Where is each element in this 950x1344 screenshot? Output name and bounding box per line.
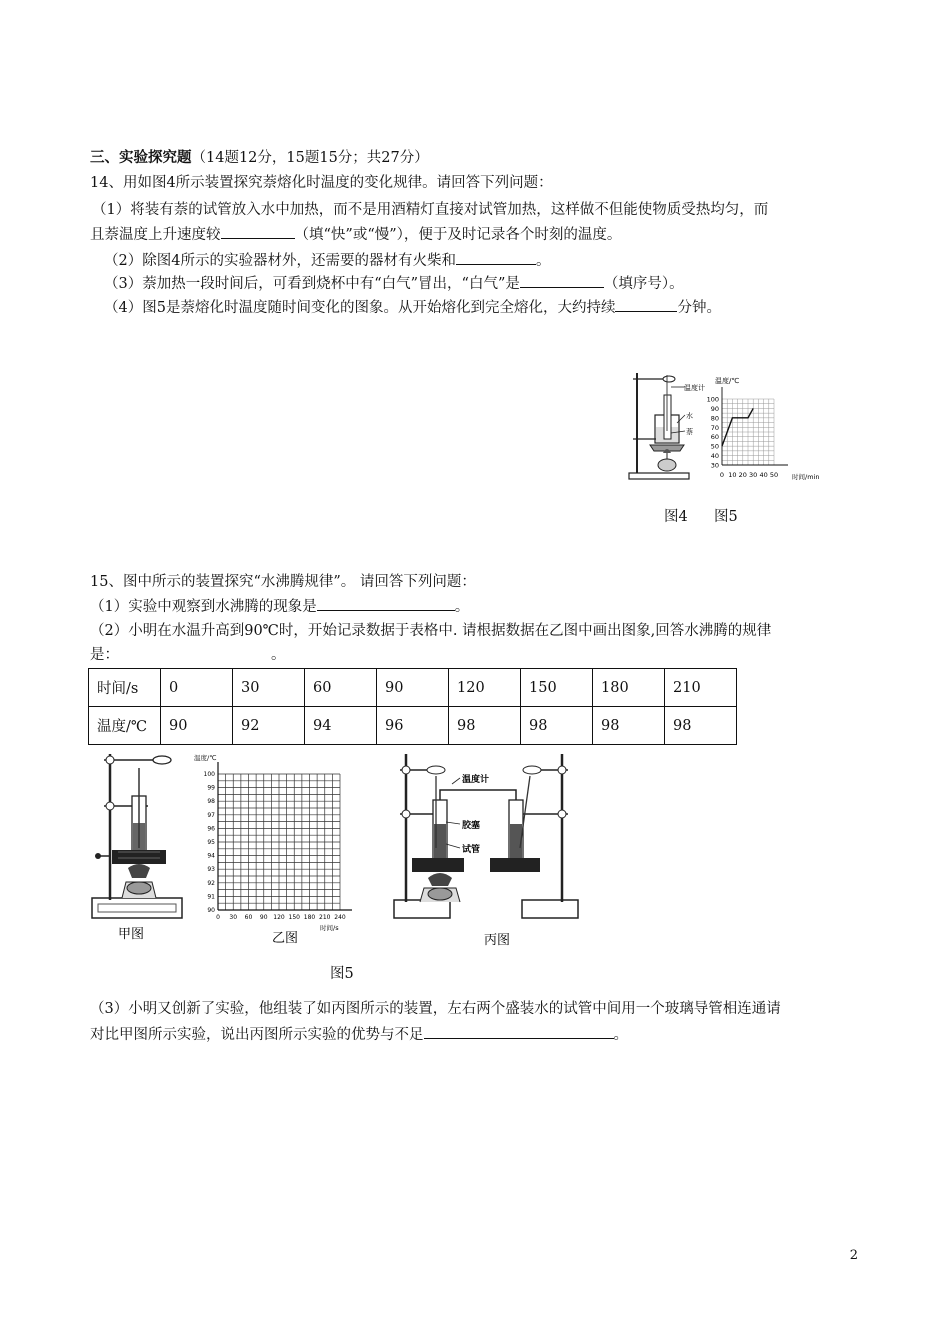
chart14-xlabel: 时间/min	[792, 473, 820, 481]
label-jia: 甲图	[118, 927, 145, 942]
chart14-y-tick: 80	[710, 414, 719, 423]
yi-y-tick: 95	[207, 839, 215, 846]
figure-4-apparatus	[625, 365, 710, 485]
q14-stem: 14、用如图4所示装置探究萘熔化时温度的变化规律。请回答下列问题：	[90, 175, 553, 191]
table-cell: 0	[161, 669, 233, 707]
label-naphthalene: 萘	[686, 428, 693, 436]
table-cell: 98	[449, 707, 521, 745]
chart14-y-tick: 30	[710, 461, 719, 470]
chart14-ylabel: 温度/℃	[715, 377, 740, 385]
section-score-note: （14题12分，15题15分；共27分）	[191, 150, 429, 166]
q15-part1: （1）实验中观察到水沸腾的现象是 。	[90, 596, 469, 617]
label-tube: 试管	[462, 845, 481, 855]
table-cell: 60	[305, 669, 377, 707]
yi-x-tick: 60	[244, 914, 253, 921]
q14-blank-4[interactable]	[615, 297, 677, 312]
table-cell: 120	[449, 669, 521, 707]
chart14-x-tick: 50	[769, 471, 779, 479]
fig5-caption: 图5	[714, 509, 738, 525]
yi-ylabel: 温度/℃	[194, 754, 217, 762]
fig4-caption: 图4	[664, 509, 688, 525]
chart14-x-tick: 40	[759, 471, 768, 479]
figure-bing-apparatus	[390, 748, 590, 948]
figure-yi-grid-chart	[190, 750, 360, 948]
table-cell: 94	[305, 707, 377, 745]
section-heading	[90, 148, 429, 168]
yi-x-tick: 0	[216, 914, 220, 921]
q14-part2: （2）除图4所示的实验器材外，还需要的器材有火柴和 。	[104, 250, 550, 271]
yi-xlabel: 时间/s	[320, 924, 339, 932]
table-cell: 90	[161, 707, 233, 745]
label-water: 水	[686, 412, 693, 420]
table-cell: 90	[377, 669, 449, 707]
q15-part3-line1: （3）小明又创新了实验，他组装了如丙图所示的装置，左右两个盛装水的试管中间用一个玻璃导管相连通请	[90, 1001, 781, 1017]
table-row-temp	[89, 707, 737, 745]
label-thermometer-bing: 温度计	[462, 775, 490, 785]
chart14-y-tick: 70	[710, 423, 719, 432]
q14-part1-line1: （1）将装有萘的试管放入水中加热，而不是用酒精灯直接对试管加热，这样做不但能使物质受热均匀，而	[92, 202, 769, 218]
yi-y-tick: 94	[207, 852, 215, 860]
table-header-time: 时间/s	[89, 669, 161, 707]
yi-y-tick: 91	[207, 893, 215, 901]
table-cell: 180	[593, 669, 665, 707]
yi-y-tick: 100	[203, 771, 215, 778]
yi-y-tick: 99	[207, 784, 215, 792]
q15-data-table	[88, 668, 737, 745]
page-number: 2	[849, 1248, 858, 1263]
table-header-temp: 温度/℃	[89, 707, 161, 745]
table-cell: 210	[665, 669, 737, 707]
yi-y-tick: 97	[207, 811, 215, 819]
figure-5-melting-chart	[700, 375, 835, 487]
table-row-time	[89, 669, 737, 707]
q15-part2-line1: （2）小明在水温升高到90℃时，开始记录数据于表格中. 请根据数据在乙图中画出图象,回答水沸腾的规律	[90, 623, 772, 639]
chart14-x-tick: 20	[738, 471, 747, 479]
q15-part2-line2: 是： 。	[90, 647, 286, 663]
q15-part3-line2: 对比甲图所示实验，说出丙图所示实验的优势与不足 。	[90, 1024, 628, 1045]
yi-y-tick: 98	[207, 798, 215, 806]
yi-x-tick: 30	[229, 914, 238, 921]
q14-blank-2[interactable]	[456, 250, 536, 265]
section-title: 三、实验探究题	[90, 149, 192, 166]
chart14-y-tick: 60	[710, 433, 719, 442]
yi-x-tick: 240	[334, 914, 346, 921]
label-bing: 丙图	[484, 933, 511, 948]
chart14-y-tick: 40	[710, 452, 719, 461]
chart14-x-tick: 0	[719, 471, 725, 479]
chart14-x-tick: 10	[728, 471, 737, 479]
yi-y-tick: 90	[207, 907, 215, 914]
table-cell: 98	[521, 707, 593, 745]
q15-fig-caption: 图5	[330, 966, 354, 982]
q14-blank-1[interactable]	[221, 224, 295, 239]
q14-part4: （4）图5是萘熔化时温度随时间变化的图象。从开始熔化到完全熔化，大约持续 分钟。	[104, 297, 721, 318]
figure-jia-apparatus	[88, 748, 188, 948]
chart14-y-tick: 100	[706, 395, 719, 404]
yi-y-tick: 92	[207, 879, 215, 887]
label-yi: 乙图	[272, 931, 299, 946]
table-cell: 98	[665, 707, 737, 745]
yi-x-tick: 150	[288, 914, 300, 921]
yi-y-tick: 96	[207, 825, 215, 833]
table-cell: 98	[593, 707, 665, 745]
chart14-x-tick: 30	[749, 471, 758, 479]
q14-blank-3[interactable]	[520, 273, 604, 288]
yi-x-tick: 90	[259, 914, 268, 921]
q15-blank-1[interactable]	[317, 596, 455, 611]
q14-part3: （3）萘加热一段时间后，可看到烧杯中有“白气”冒出，“白气”是 （填序号）。	[104, 273, 684, 294]
chart14-y-tick: 90	[710, 404, 719, 413]
table-cell: 150	[521, 669, 593, 707]
q15-stem: 15、图中所示的装置探究“水沸腾规律”。 请回答下列问题：	[90, 574, 476, 590]
yi-x-tick: 180	[303, 914, 316, 921]
table-cell: 96	[377, 707, 449, 745]
table-cell: 92	[233, 707, 305, 745]
chart14-y-tick: 50	[710, 442, 719, 451]
table-cell: 30	[233, 669, 305, 707]
yi-x-tick: 210	[319, 914, 331, 921]
yi-x-tick: 120	[273, 914, 285, 921]
q15-blank-3[interactable]	[424, 1024, 614, 1039]
label-thermometer: 温度计	[684, 384, 705, 392]
label-stopper: 胶塞	[462, 821, 481, 831]
q14-part1-line2: 且萘温度上升速度较 （填“快”或“慢”），便于及时记录各个时刻的温度。	[90, 224, 621, 245]
yi-y-tick: 93	[207, 866, 215, 874]
